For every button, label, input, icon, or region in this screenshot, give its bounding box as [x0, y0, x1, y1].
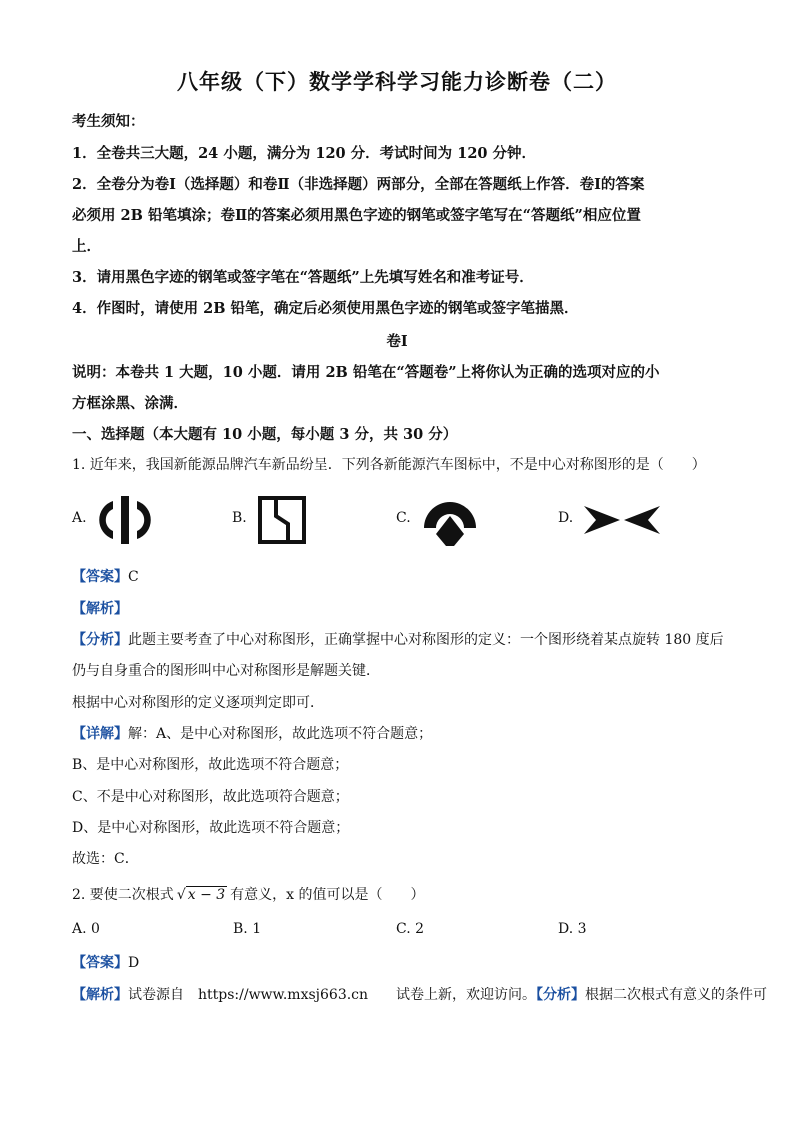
q2-option-a: A. 0: [72, 921, 100, 937]
logo-a-icon: [96, 494, 154, 546]
logo-b-icon: [256, 494, 308, 546]
analysis-tag: 【解析】: [72, 601, 128, 617]
q2-stem: [72, 884, 722, 904]
q2-answer-value: D: [128, 955, 140, 971]
logo-d-icon: [582, 500, 662, 540]
logo-c-icon: [420, 494, 480, 548]
q1-fenxi-3: 根据中心对称图形的定义逐项判定即可．: [72, 695, 324, 711]
notice-item-2: 2．全卷分为卷Ⅰ（选择题）和卷Ⅱ（非选择题）两部分，全部在答题纸上作答．卷Ⅰ的答案: [72, 176, 645, 193]
q1-analysis: [72, 598, 722, 618]
volume-heading: 卷Ⅰ: [386, 333, 408, 350]
q1-detail-5: 故选：C．: [72, 851, 139, 867]
q2-analysis-text: 根据二次根式有意义的条件可: [585, 987, 768, 1003]
source-link[interactable]: 试卷源自 https://www.mxsj663.cn 试卷上新，欢迎访问。: [128, 987, 537, 1003]
notice-item-1: 1．全卷共三大题，24 小题，满分为 120 分．考试时间为 120 分钟．: [72, 145, 537, 162]
q1-stem: 1. 近年来，我国新能源品牌汽车新品纷呈．下列各新能源汽车图标中，不是中心对称图形的是（ ）: [72, 457, 706, 473]
q1-fenxi-2: 仍与自身重合的图形叫中心对称图形是解题关键．: [72, 663, 380, 679]
q1-detail-4: D、是中心对称图形，故此选项不符合题意；: [72, 820, 350, 836]
q1-detail-1: [72, 723, 722, 743]
detail-tag: 【详解】: [72, 726, 128, 742]
q1-detail-3: C、不是中心对称图形，故此选项符合题意；: [72, 789, 349, 805]
notice-heading: 考生须知：: [72, 113, 145, 130]
q2-analysis-tag: 【解析】: [72, 987, 128, 1003]
q1-option-d-label: D.: [558, 510, 574, 526]
q2-option-d: D. 3: [558, 921, 587, 937]
volume-desc-2: 方框涂黑、涂满．: [72, 395, 188, 412]
q2-analysis: [72, 984, 768, 1004]
q2-fenxi-tag: 【分析】: [536, 987, 586, 1003]
q1-option-a-label: A.: [72, 510, 87, 526]
section-heading: 一、选择题（本大题有 10 小题，每小题 3 分，共 30 分）: [72, 426, 458, 443]
notice-item-2-cont: 必须用 2B 铅笔填涂；卷Ⅱ的答案必须用黑色字迹的钢笔或签字笔写在“答题纸”相应位置: [72, 207, 641, 224]
fenxi-text: 此题主要考查了中心对称图形，正确掌握中心对称图形的定义：一个图形绕着某点旋转 180 度后: [128, 632, 724, 648]
q1-fenxi-1: [72, 629, 722, 649]
q2-option-b: B. 1: [233, 921, 262, 937]
volume-desc-1: 说明：本卷共 1 大题，10 小题．请用 2B 铅笔在“答题卷”上将你认为正确的选项对应的小: [72, 364, 660, 381]
sqrt-icon: √ x − 3: [176, 887, 226, 903]
q1-option-b-label: B.: [232, 510, 247, 526]
answer-tag: 【答案】: [72, 569, 128, 585]
answer-value: C: [128, 569, 139, 585]
q2-radicand: x − 3: [187, 887, 226, 903]
fenxi-tag: 【分析】: [72, 632, 128, 648]
notice-item-4: 4．作图时，请使用 2B 铅笔，确定后必须使用黑色字迹的钢笔或签字笔描黑．: [72, 300, 579, 317]
q1-answer: [72, 566, 722, 586]
detail-text: 解：A、是中心对称图形，故此选项不符合题意；: [128, 726, 433, 742]
q2-option-c: C. 2: [396, 921, 425, 937]
q2-stem-before: 2. 要使二次根式: [72, 887, 174, 903]
q1-option-c-label: C.: [396, 510, 411, 526]
notice-item-3: 3．请用黑色字迹的钢笔或签字笔在“答题纸”上先填写姓名和准考证号．: [72, 269, 534, 286]
q2-stem-after: 有意义，x 的值可以是（ ）: [230, 887, 425, 903]
page-title: 八年级（下）数学学科学习能力诊断卷（二）: [177, 69, 617, 94]
q1-detail-2: B、是中心对称图形，故此选项不符合题意；: [72, 757, 349, 773]
q2-answer: [72, 952, 722, 972]
notice-item-2-end: 上．: [72, 238, 101, 255]
q2-answer-tag: 【答案】: [72, 955, 128, 971]
